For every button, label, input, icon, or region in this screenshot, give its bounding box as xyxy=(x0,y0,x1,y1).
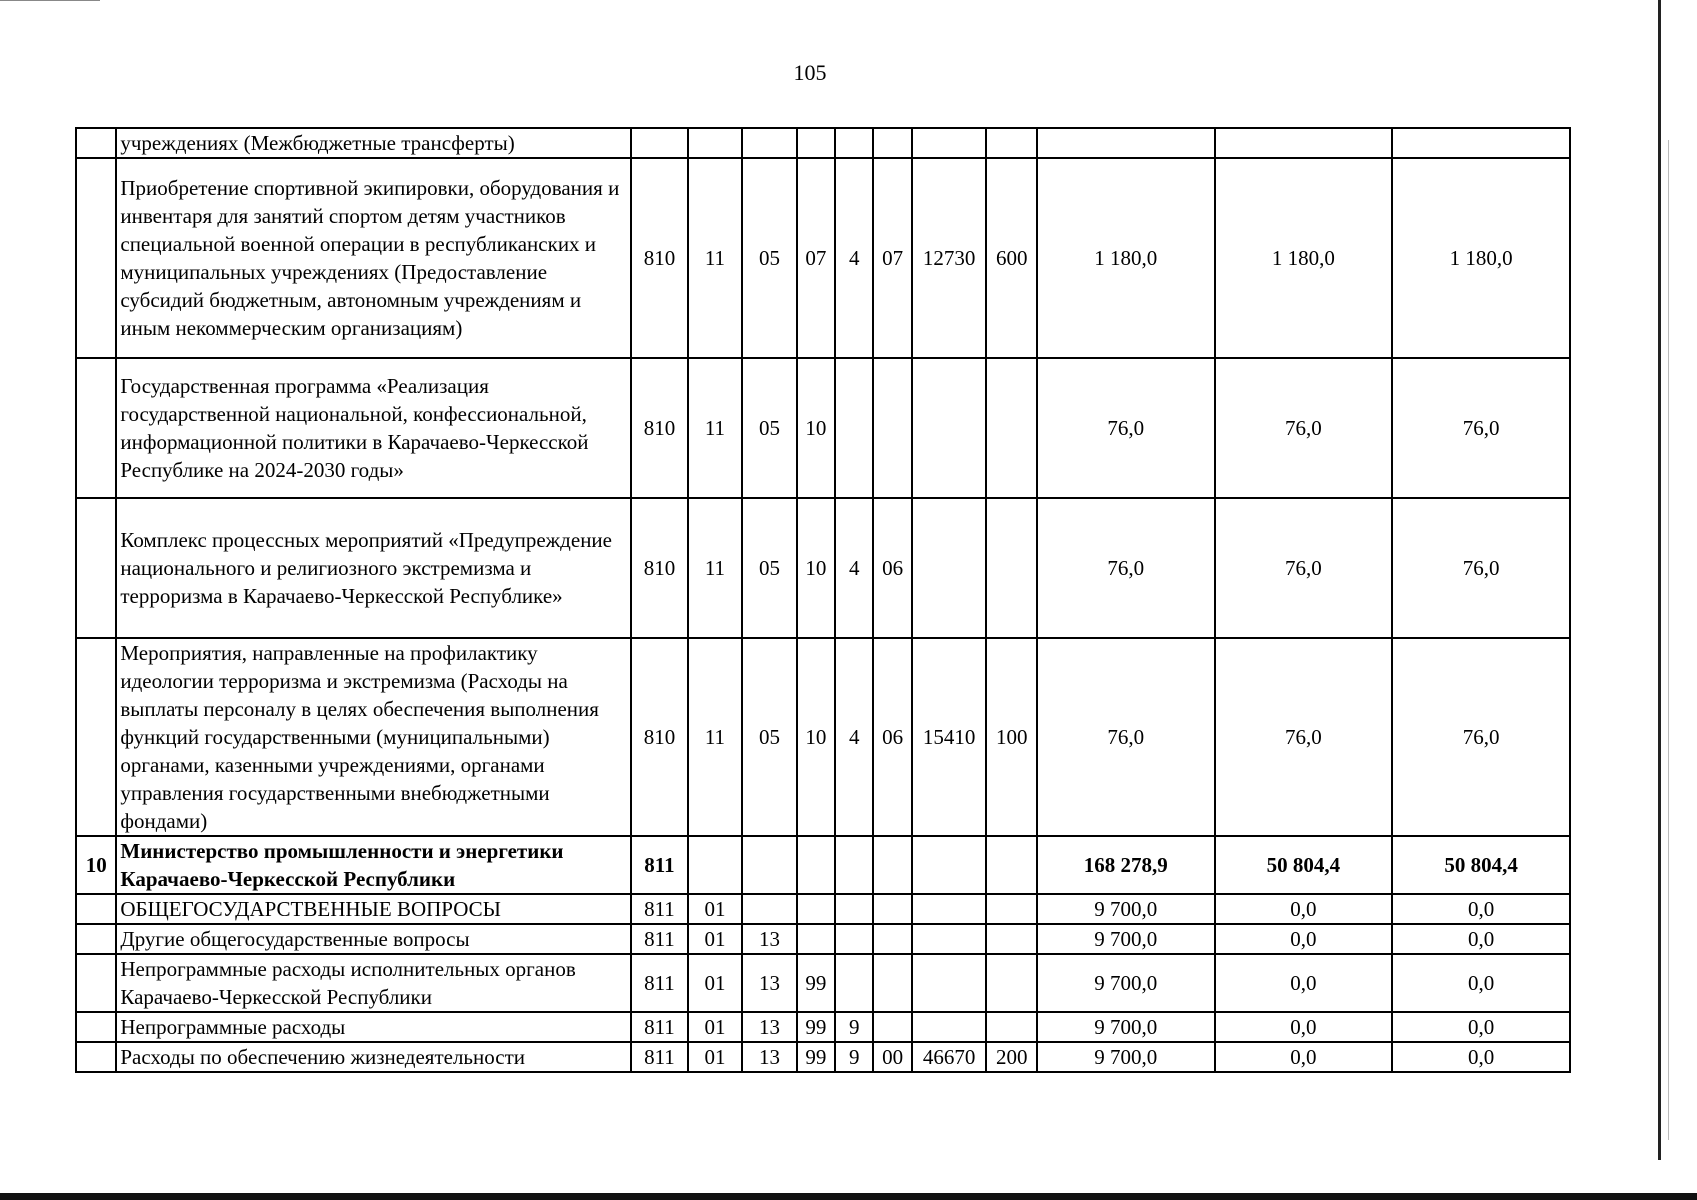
direction-code: 46670 xyxy=(912,1042,987,1072)
measure-code xyxy=(873,358,911,498)
program-code xyxy=(797,128,835,158)
amount-2025: 9 700,0 xyxy=(1037,924,1215,954)
type-code xyxy=(835,128,873,158)
subsection-code: 13 xyxy=(742,1012,797,1042)
subsection-code xyxy=(742,836,797,894)
table-row xyxy=(76,954,1570,1012)
expense-type-code xyxy=(986,498,1036,638)
table-row xyxy=(76,894,1570,924)
type-code: 9 xyxy=(835,1012,873,1042)
measure-code: 07 xyxy=(873,158,911,358)
measure-code: 00 xyxy=(873,1042,911,1072)
expense-type-code xyxy=(986,894,1036,924)
row-number xyxy=(76,1042,116,1072)
expense-type-code: 100 xyxy=(986,638,1036,836)
amount-2027: 0,0 xyxy=(1392,924,1570,954)
direction-code: 15410 xyxy=(912,638,987,836)
grbs-code: 811 xyxy=(631,954,688,1012)
direction-code xyxy=(912,358,987,498)
expense-type-code: 600 xyxy=(986,158,1036,358)
grbs-code: 811 xyxy=(631,894,688,924)
amount-2026: 0,0 xyxy=(1215,954,1393,1012)
row-number xyxy=(76,638,116,836)
expense-type-code xyxy=(986,954,1036,1012)
table-row xyxy=(76,924,1570,954)
direction-code xyxy=(912,894,987,924)
type-code xyxy=(835,358,873,498)
amount-2025: 1 180,0 xyxy=(1037,158,1215,358)
subsection-code: 05 xyxy=(742,638,797,836)
row-number xyxy=(76,158,116,358)
row-number xyxy=(76,894,116,924)
direction-code xyxy=(912,924,987,954)
direction-code: 12730 xyxy=(912,158,987,358)
measure-code xyxy=(873,954,911,1012)
expense-type-code xyxy=(986,836,1036,894)
program-code: 10 xyxy=(797,638,835,836)
direction-code xyxy=(912,1012,987,1042)
amount-2025: 76,0 xyxy=(1037,358,1215,498)
measure-code xyxy=(873,924,911,954)
subsection-code: 13 xyxy=(742,954,797,1012)
row-number: 10 xyxy=(76,836,116,894)
program-code xyxy=(797,894,835,924)
amount-2026: 50 804,4 xyxy=(1215,836,1393,894)
table-row xyxy=(76,1012,1570,1042)
row-name: ОБЩЕГОСУДАРСТВЕННЫЕ ВОПРОСЫ xyxy=(116,894,631,924)
section-code: 01 xyxy=(688,1042,743,1072)
subsection-code: 05 xyxy=(742,358,797,498)
table-row xyxy=(76,158,1570,358)
amount-2027: 0,0 xyxy=(1392,1012,1570,1042)
type-code: 9 xyxy=(835,1042,873,1072)
table-row xyxy=(76,128,1570,158)
amount-2027: 0,0 xyxy=(1392,894,1570,924)
table-row xyxy=(76,836,1570,894)
section-code: 01 xyxy=(688,924,743,954)
grbs-code: 810 xyxy=(631,158,688,358)
section-code xyxy=(688,836,743,894)
table-body xyxy=(76,128,1570,1072)
program-code: 10 xyxy=(797,498,835,638)
expense-type-code xyxy=(986,358,1036,498)
row-name: Непрограммные расходы xyxy=(116,1012,631,1042)
row-number xyxy=(76,1012,116,1042)
section-code: 11 xyxy=(688,498,743,638)
section-code: 01 xyxy=(688,894,743,924)
amount-2027 xyxy=(1392,128,1570,158)
program-code: 99 xyxy=(797,954,835,1012)
subsection-code: 05 xyxy=(742,498,797,638)
table-row xyxy=(76,358,1570,498)
measure-code xyxy=(873,128,911,158)
type-code xyxy=(835,894,873,924)
subsection-code: 05 xyxy=(742,158,797,358)
program-code: 10 xyxy=(797,358,835,498)
grbs-code: 810 xyxy=(631,638,688,836)
row-name: Комплекс процессных мероприятий «Предупреждение национального и религиозного экстремизма и терроризма в Карачаево-Черкесской Республике» xyxy=(116,498,631,638)
amount-2027: 76,0 xyxy=(1392,638,1570,836)
measure-code xyxy=(873,894,911,924)
table-row xyxy=(76,638,1570,836)
amount-2027: 0,0 xyxy=(1392,954,1570,1012)
row-name: Приобретение спортивной экипировки, оборудования и инвентаря для занятий спортом детям участников специальной военной операции в республиканских и муниципальных учреждениях (Предоставление субсидий бюджетным, автономным учреждениям и иным некоммерческим организациям) xyxy=(116,158,631,358)
amount-2027: 0,0 xyxy=(1392,1042,1570,1072)
type-code: 4 xyxy=(835,158,873,358)
row-number xyxy=(76,128,116,158)
program-code xyxy=(797,836,835,894)
type-code xyxy=(835,836,873,894)
section-code: 01 xyxy=(688,1012,743,1042)
table-row xyxy=(76,1042,1570,1072)
measure-code: 06 xyxy=(873,498,911,638)
expense-type-code xyxy=(986,1012,1036,1042)
type-code: 4 xyxy=(835,498,873,638)
section-code: 11 xyxy=(688,158,743,358)
row-name: Мероприятия, направленные на профилактику идеологии терроризма и экстремизма (Расходы на выплаты персоналу в целях обеспечения выполнения функций государственными (муниципальными) органами, казенными учреждениями, органами управления государственными внебюджетными фондами) xyxy=(116,638,631,836)
program-code: 07 xyxy=(797,158,835,358)
row-name: Непрограммные расходы исполнительных органов Карачаево-Черкесской Республики xyxy=(116,954,631,1012)
scan-right-edge xyxy=(1658,0,1661,1160)
measure-code xyxy=(873,1012,911,1042)
row-name: Министерство промышленности и энергетики Карачаево-Черкесской Республики xyxy=(116,836,631,894)
section-code: 11 xyxy=(688,638,743,836)
amount-2026: 0,0 xyxy=(1215,894,1393,924)
grbs-code: 811 xyxy=(631,1012,688,1042)
program-code: 99 xyxy=(797,1042,835,1072)
row-number xyxy=(76,498,116,638)
row-number xyxy=(76,954,116,1012)
amount-2025: 9 700,0 xyxy=(1037,1042,1215,1072)
subsection-code xyxy=(742,128,797,158)
expense-type-code: 200 xyxy=(986,1042,1036,1072)
amount-2026: 0,0 xyxy=(1215,924,1393,954)
amount-2026: 76,0 xyxy=(1215,358,1393,498)
amount-2026: 0,0 xyxy=(1215,1012,1393,1042)
direction-code xyxy=(912,836,987,894)
type-code xyxy=(835,954,873,1012)
direction-code xyxy=(912,954,987,1012)
grbs-code: 810 xyxy=(631,498,688,638)
table-row xyxy=(76,498,1570,638)
top-margin-line xyxy=(0,0,100,1)
amount-2025: 76,0 xyxy=(1037,498,1215,638)
expense-type-code xyxy=(986,128,1036,158)
scan-bottom-edge xyxy=(0,1193,1697,1200)
amount-2025: 168 278,9 xyxy=(1037,836,1215,894)
row-number xyxy=(76,924,116,954)
section-code: 01 xyxy=(688,954,743,1012)
amount-2027: 76,0 xyxy=(1392,498,1570,638)
amount-2027: 1 180,0 xyxy=(1392,158,1570,358)
measure-code: 06 xyxy=(873,638,911,836)
row-number xyxy=(76,358,116,498)
grbs-code: 811 xyxy=(631,836,688,894)
amount-2026: 76,0 xyxy=(1215,638,1393,836)
subsection-code: 13 xyxy=(742,924,797,954)
expense-type-code xyxy=(986,924,1036,954)
amount-2025: 9 700,0 xyxy=(1037,954,1215,1012)
row-name: Другие общегосударственные вопросы xyxy=(116,924,631,954)
amount-2025: 9 700,0 xyxy=(1037,894,1215,924)
section-code: 11 xyxy=(688,358,743,498)
budget-table xyxy=(75,127,1571,1073)
section-code xyxy=(688,128,743,158)
grbs-code: 811 xyxy=(631,1042,688,1072)
row-name: учреждениях (Межбюджетные трансферты) xyxy=(116,128,631,158)
grbs-code: 810 xyxy=(631,358,688,498)
row-name: Государственная программа «Реализация государственной национальной, конфессиональной, информационной политики в Карачаево-Черкесской Республике на 2024-2030 годы» xyxy=(116,358,631,498)
type-code xyxy=(835,924,873,954)
amount-2025: 76,0 xyxy=(1037,638,1215,836)
amount-2026: 1 180,0 xyxy=(1215,158,1393,358)
amount-2025: 9 700,0 xyxy=(1037,1012,1215,1042)
type-code: 4 xyxy=(835,638,873,836)
subsection-code xyxy=(742,894,797,924)
program-code: 99 xyxy=(797,1012,835,1042)
amount-2027: 76,0 xyxy=(1392,358,1570,498)
amount-2025 xyxy=(1037,128,1215,158)
scan-right-edge-faint xyxy=(1668,140,1669,1140)
amount-2026: 76,0 xyxy=(1215,498,1393,638)
subsection-code: 13 xyxy=(742,1042,797,1072)
grbs-code xyxy=(631,128,688,158)
amount-2027: 50 804,4 xyxy=(1392,836,1570,894)
grbs-code: 811 xyxy=(631,924,688,954)
direction-code xyxy=(912,498,987,638)
direction-code xyxy=(912,128,987,158)
amount-2026: 0,0 xyxy=(1215,1042,1393,1072)
page-number: 105 xyxy=(793,60,827,85)
row-name: Расходы по обеспечению жизнедеятельности xyxy=(116,1042,631,1072)
amount-2026 xyxy=(1215,128,1393,158)
measure-code xyxy=(873,836,911,894)
program-code xyxy=(797,924,835,954)
